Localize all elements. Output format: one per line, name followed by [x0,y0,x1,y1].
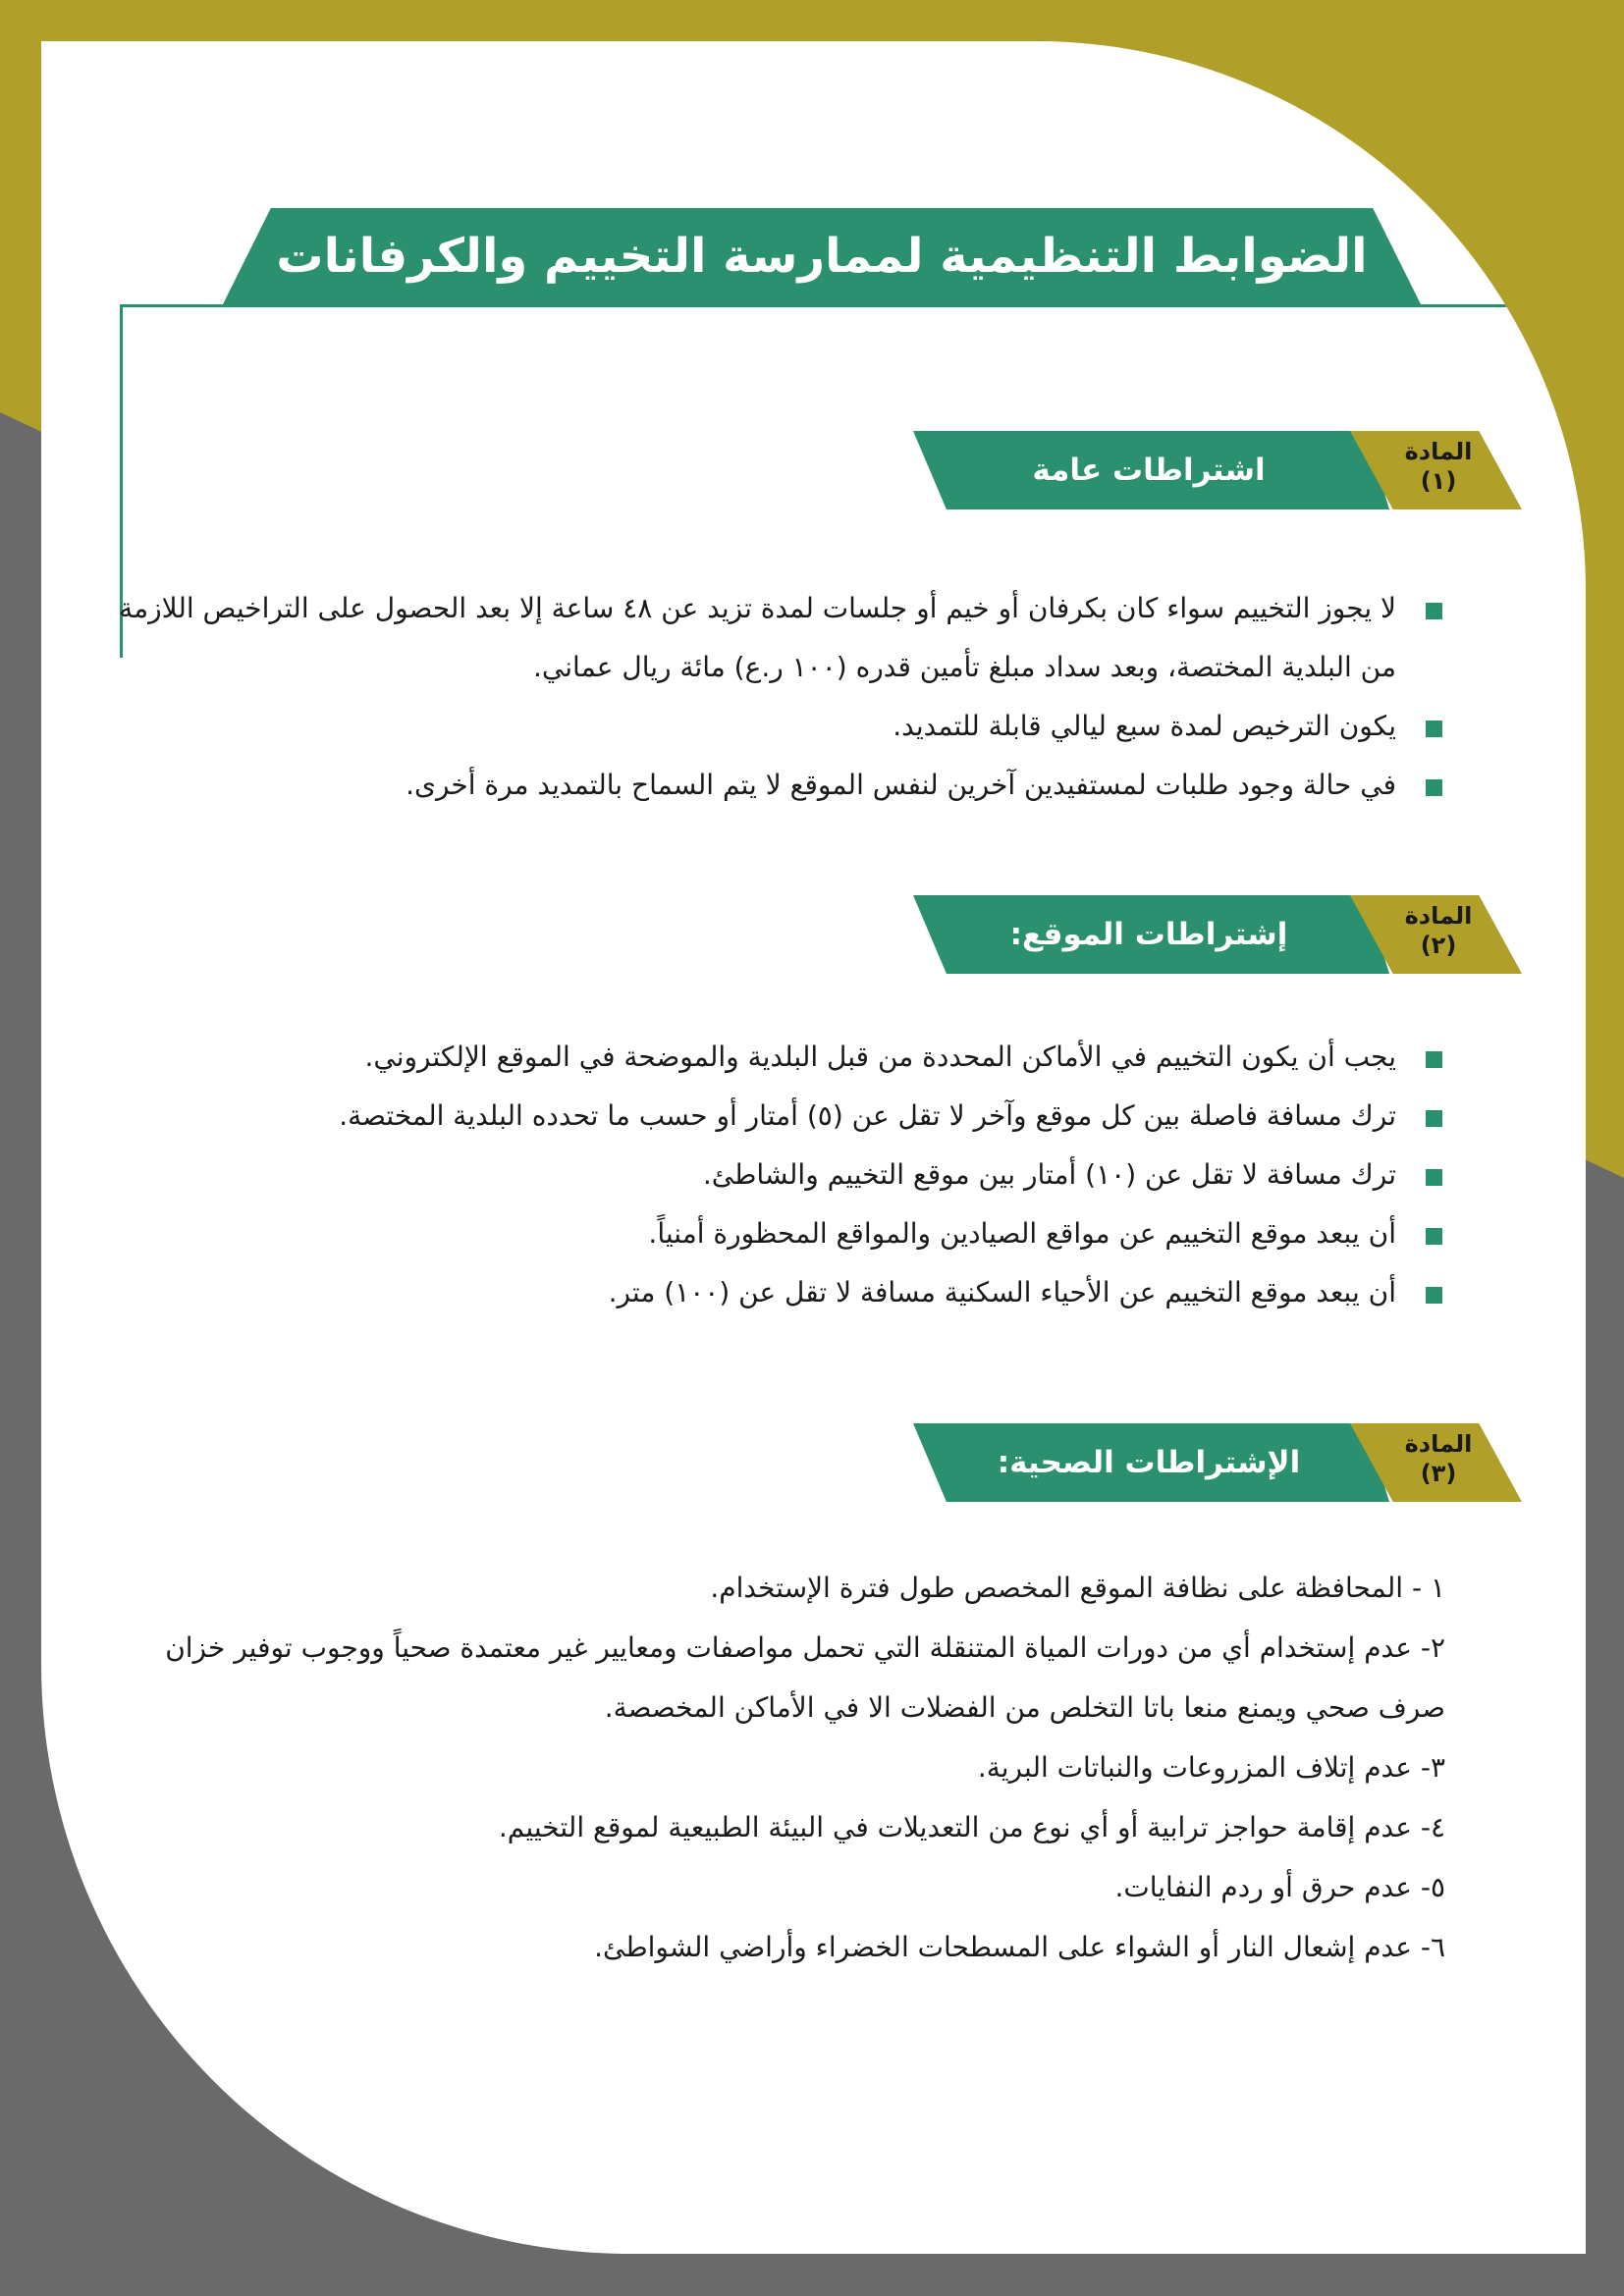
list-item: ترك مسافة فاصلة بين كل موقع وآخر لا تقل عن (٥) أمتار أو حسب ما تحدده البلدية المختصة. [169,1087,1445,1146]
article-word: المادة [1404,902,1473,930]
bullet-square-icon [1426,721,1442,737]
list-item: ١ - المحافظة على نظافة الموقع المخصص طول فترة الإستخدام. [710,1572,1445,1604]
bullet-square-icon [1426,1051,1442,1068]
article-number: (٢) [1420,932,1457,959]
title-underline [120,304,1571,307]
list-item: يجب أن يكون التخييم في الأماكن المحددة من قبل البلدية والموضحة في الموقع الإلكتروني. [169,1028,1445,1087]
list-item: يكون الترخيص لمدة سبع ليالي قابلة للتمديد. [100,697,1445,756]
section-2-list [169,1028,1445,1322]
bullet-square-icon [1426,779,1442,796]
list-item: في حالة وجود طلبات لمستفيدين آخرين لنفس الموقع لا يتم السماح بالتمديد مرة أخرى. [100,756,1445,815]
article-word: المادة [1404,1430,1473,1458]
page-title: الضوابط التنظيمية لممارسة التخييم والكرفانات السياحية [276,229,1368,380]
bullet-square-icon [1426,1110,1442,1127]
article-label [1384,437,1492,496]
article-label [1384,1429,1492,1488]
bullet-square-icon [1426,603,1442,619]
section-header-1 [913,431,1522,509]
section-heading: اشتراطات عامة [1032,453,1266,488]
article-number: (٣) [1420,1460,1457,1487]
section-header-2 [913,895,1522,974]
list-item: أن يبعد موقع التخييم عن مواقع الصيادين والمواقع المحظورة أمنياً. [169,1204,1445,1263]
list-item: ترك مسافة لا تقل عن (١٠) أمتار بين موقع التخييم والشاطئ. [169,1146,1445,1204]
list-item: ٢- عدم إستخدام أي من دورات المياة المتنقلة التي تحمل مواصفات ومعايير غير معتمدة صحياً ووجوب توفير خزان صرف صحي ويمنع منعا باتا التخلص من الفضلات الا في الأماكن المخصصة. [165,1631,1445,1724]
list-item: ٤- عدم إقامة حواجز ترابية أو أي نوع من التعديلات في البيئة الطبيعية لموقع التخييم. [498,1811,1445,1843]
bullet-square-icon [1426,1169,1442,1186]
section-header-3 [913,1423,1522,1502]
list-item: ٦- عدم إشعال النار أو الشواء على المسطحات الخضراء وأراضي الشواطئ. [594,1931,1445,1963]
section-1-list [100,579,1445,815]
article-label [1384,901,1492,960]
section-heading: الإشتراطات الصحية: [997,1445,1301,1480]
document-page [41,41,1586,2254]
list-item: لا يجوز التخييم سواء كان بكرفان أو خيم أو جلسات لمدة تزيد عن ٤٨ ساعة إلا بعد الحصول على التراخيص اللازمة من البلدية المختصة، وبعد سداد مبلغ تأمين قدره (١٠٠ ر.ع) مائة ريال عماني. [100,579,1445,697]
section-3-list [110,1558,1445,1977]
list-item: ٣- عدم إتلاف المزروعات والنباتات البرية. [977,1751,1445,1784]
article-word: المادة [1404,438,1473,465]
list-item: ٥- عدم حرق أو ردم النفايات. [1114,1871,1445,1903]
bullet-square-icon [1426,1287,1442,1304]
section-heading: إشتراطات الموقع: [1009,917,1288,952]
list-item: أن يبعد موقع التخييم عن الأحياء السكنية مسافة لا تقل عن (١٠٠) متر. [169,1263,1445,1322]
bullet-square-icon [1426,1228,1442,1245]
article-number: (١) [1420,467,1457,495]
